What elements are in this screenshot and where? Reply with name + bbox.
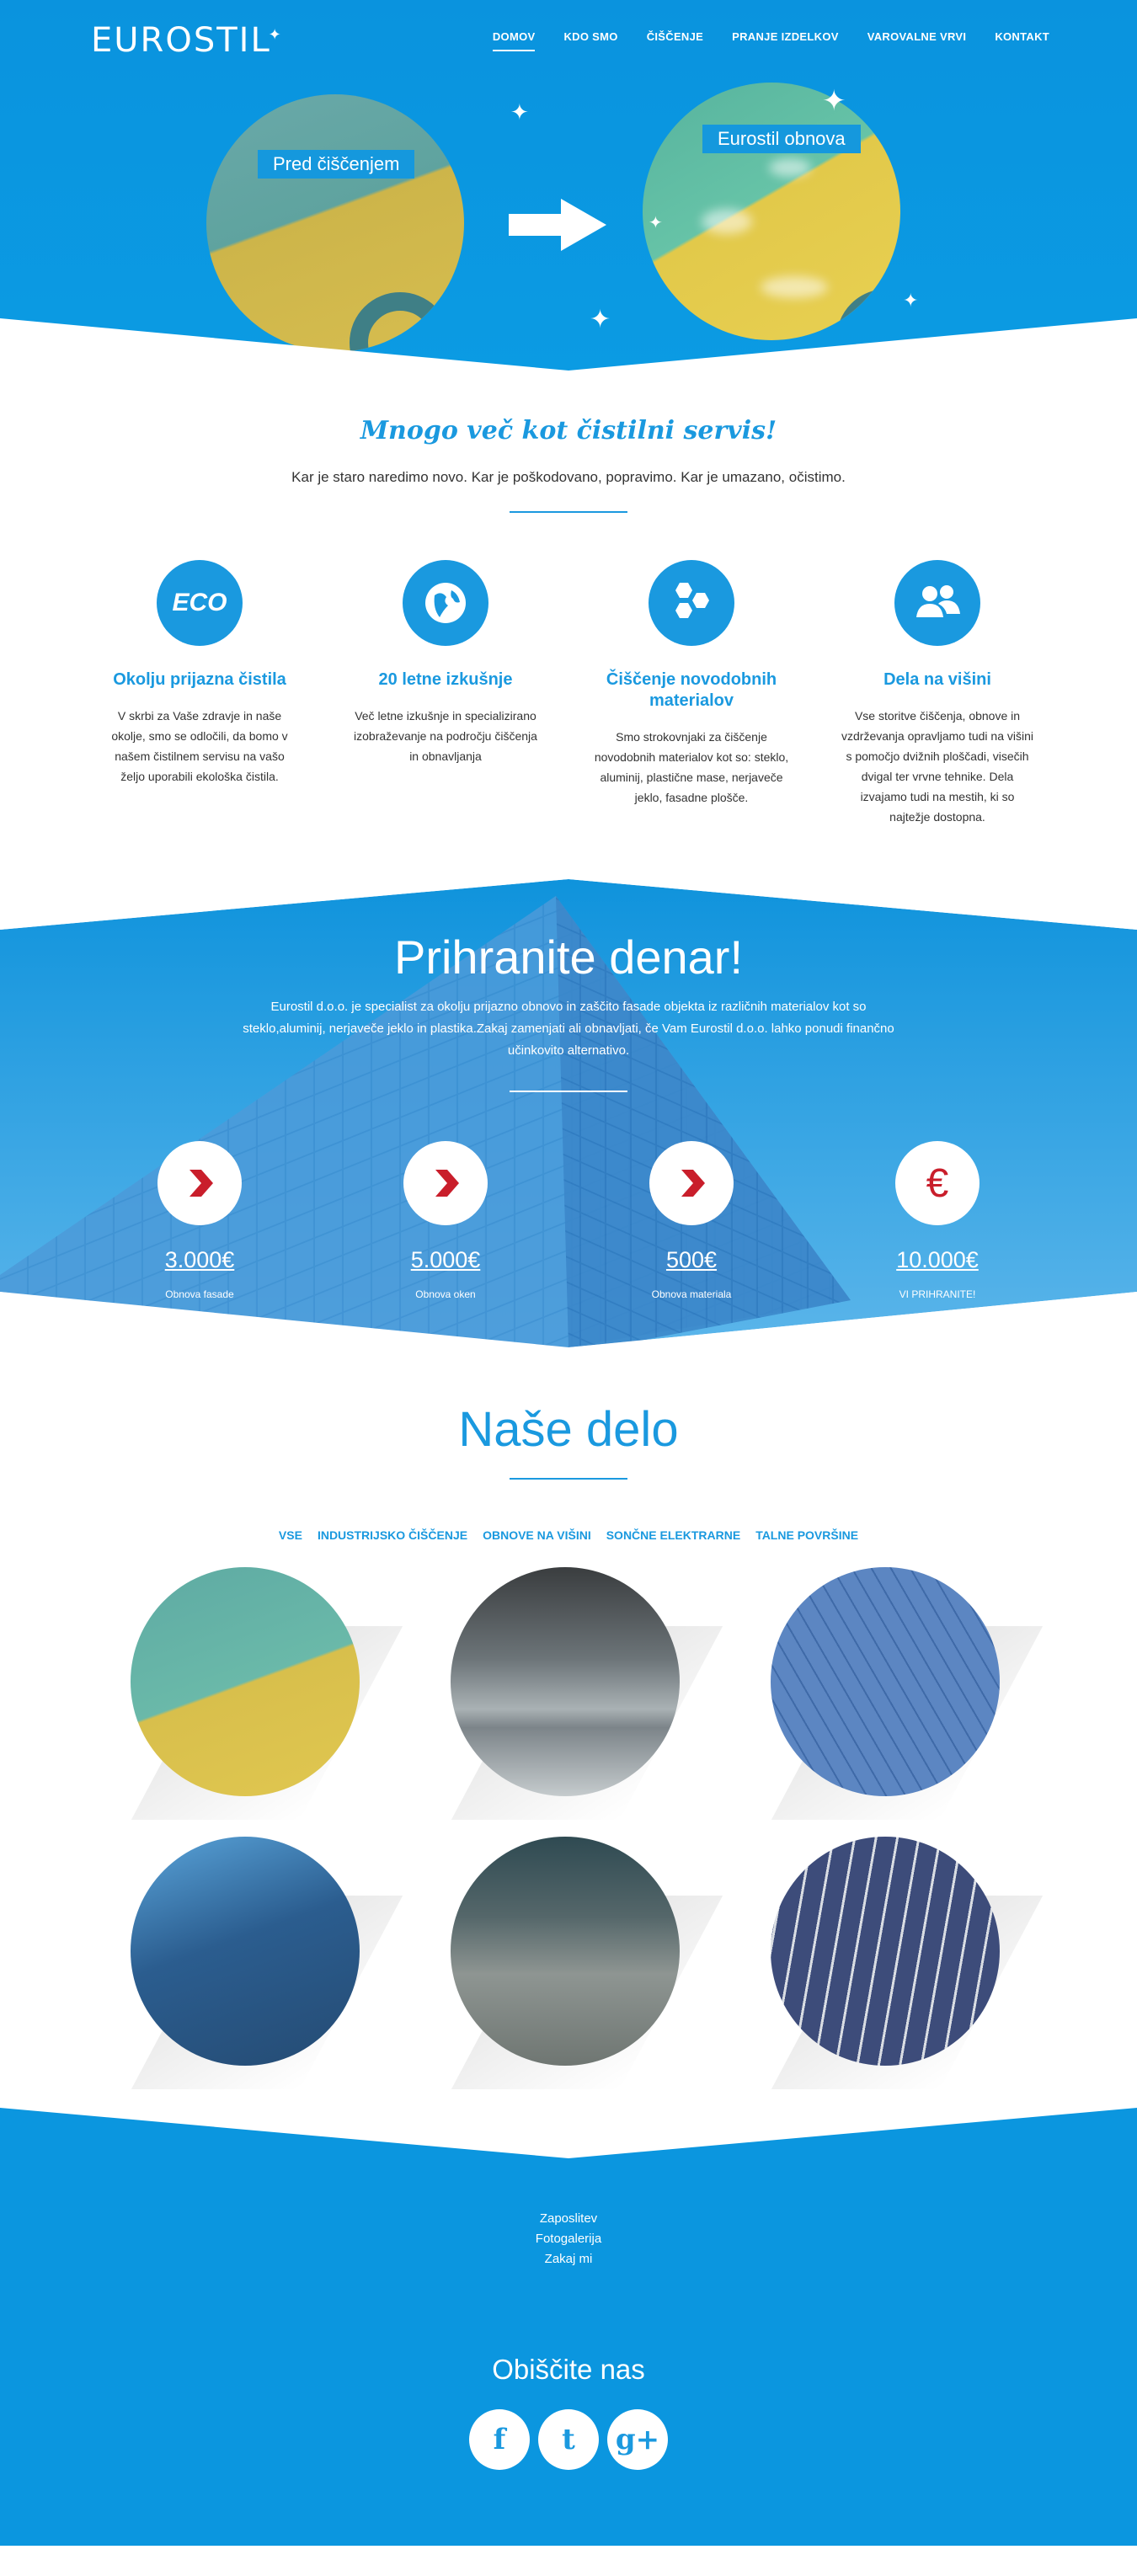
portfolio-item[interactable] — [408, 1567, 729, 1796]
menu-item-4[interactable]: VAROVALNE VRVI — [867, 30, 967, 43]
savings-stat-2 — [568, 1141, 814, 1300]
solar-panels-photo — [771, 1837, 1000, 2066]
savings-text: Eurostil d.o.o. je specialist za okolju prijazno obnovo in zaščito fasade objekta iz različnih materialov kot so steklo,aluminij, nerjaveče jeklo in plastika.Zakaj zamenjati ali obnavljati, če Vam Eurostil d.o.o. lahko ponudi finančno učinkovito alternativo. — [243, 1000, 894, 1058]
stat-label: Obnova fasade — [165, 1288, 234, 1300]
stat-value: 500€ — [665, 1247, 718, 1272]
intro-section — [0, 371, 1137, 827]
sparkle-icon: ✦ — [649, 214, 663, 232]
menu-item-1[interactable]: KDO SMO — [563, 30, 618, 43]
stat-value: 3.000€ — [164, 1247, 235, 1272]
feature-title: Dela na višini — [883, 670, 991, 689]
sparkle-icon: ✦ — [268, 26, 283, 44]
intro-title: Mnogo več kot čistilni servis! — [360, 416, 777, 445]
portfolio-item[interactable] — [88, 1567, 408, 1796]
google-plus-icon[interactable]: g+ — [607, 2409, 668, 2470]
menu-item-3[interactable]: PRANJE IZDELKOV — [732, 30, 839, 43]
footer-link-2[interactable]: Zakaj mi — [544, 2252, 593, 2266]
sparkle-icon: ✦ — [590, 306, 611, 333]
filter-4[interactable]: TALNE POVRŠINE — [755, 1528, 859, 1542]
menu-item-2[interactable]: ČIŠČENJE — [646, 30, 704, 43]
sparkle-icon: ✦ — [903, 290, 919, 311]
portfolio-item[interactable] — [408, 1837, 729, 2066]
portfolio-item[interactable] — [88, 1837, 408, 2066]
savings-stat-0 — [77, 1141, 323, 1300]
eco-icon: ECO — [157, 560, 243, 646]
savings-stat-3 — [814, 1141, 1060, 1300]
feature-text: Smo strokovnjaki za čiščenje novodobnih materialov kot so: steklo, aluminij, plastične mase, nerjaveče jeklo, fasadne plošče. — [594, 730, 789, 804]
menu-item-0[interactable]: DOMOV — [493, 30, 536, 51]
feature-title: Čiščenje novodobnih materialov — [606, 670, 777, 710]
filter-0[interactable]: VSE — [278, 1528, 302, 1542]
portfolio-grid — [88, 1567, 1049, 2066]
portfolio-filters — [0, 1528, 1137, 1542]
menu-item-5[interactable]: KONTAKT — [995, 30, 1049, 43]
window-frame-photo — [451, 1567, 680, 1796]
stat-value: 10.000€ — [896, 1247, 979, 1272]
hero-section — [0, 0, 1137, 371]
filter-1[interactable]: INDUSTRIJSKO ČIŠČENJE — [317, 1528, 468, 1542]
divider — [510, 1478, 627, 1480]
chevron-right-icon — [403, 1141, 488, 1225]
glass-facade-crane-photo — [131, 1837, 360, 2066]
glass-dome-climbers-photo — [771, 1567, 1000, 1796]
chevron-right-icon — [157, 1141, 242, 1225]
portfolio-section — [0, 1351, 1137, 2066]
filter-2[interactable]: OBNOVE NA VIŠINI — [483, 1528, 591, 1542]
globe-icon — [403, 560, 488, 646]
twitter-icon[interactable]: t — [538, 2409, 599, 2470]
sparkle-icon: ✦ — [822, 85, 846, 117]
before-label: Pred čiščenjem — [258, 150, 414, 179]
divider — [510, 1091, 627, 1092]
stat-label: Obnova materiala — [651, 1288, 732, 1300]
footer-link-0[interactable]: Zaposlitev — [539, 2211, 598, 2226]
portfolio-item[interactable] — [729, 1567, 1049, 1796]
portfolio-item[interactable] — [729, 1837, 1049, 2066]
stat-value: 5.000€ — [410, 1247, 481, 1272]
sparkle-icon: ✦ — [510, 99, 529, 125]
hero-bottom-edge — [0, 0, 1137, 371]
intro-subtitle: Kar je staro naredimo novo. Kar je poškodovano, popravimo. Kar je umazano, očistimo. — [291, 469, 846, 485]
feature-text: Vse storitve čiščenja, obnove in vzdrževanja opravljamo tudi na višini s pomočjo dvižnih ploščadi, visečih dvigal ter vrvne tehnike. Dela izvajamo tudi na mestih, ki so najtežje dostopna. — [841, 709, 1033, 824]
savings-section — [0, 879, 1137, 1351]
feature-1 — [323, 560, 568, 827]
feature-2 — [568, 560, 814, 827]
stat-label: VI PRIHRANITE! — [899, 1288, 976, 1300]
feature-title: Okolju prijazna čistila — [113, 670, 286, 689]
chevron-right-icon — [649, 1141, 734, 1225]
after-label: Eurostil obnova — [702, 125, 861, 153]
divider — [510, 511, 627, 513]
social-links — [0, 2409, 1137, 2470]
visit-us-title: Obiščite nas — [492, 2354, 645, 2385]
feature-3 — [814, 560, 1060, 827]
feature-0 — [77, 560, 323, 827]
savings-stats — [0, 1141, 1137, 1300]
footer-link-1[interactable]: Fotogalerija — [535, 2232, 602, 2246]
filter-3[interactable]: SONČNE ELEKTRARNE — [606, 1528, 741, 1542]
hexagons-icon — [649, 560, 734, 646]
portfolio-title: Naše delo — [458, 1402, 679, 1457]
floor-coating-photo — [131, 1567, 360, 1796]
euro-icon: € — [895, 1141, 980, 1225]
feature-title: 20 letne izkušnje — [378, 670, 513, 689]
facebook-icon[interactable]: f — [469, 2409, 530, 2470]
savings-title: Prihranite denar! — [393, 931, 743, 984]
industrial-hall-floor-photo — [451, 1837, 680, 2066]
logo-text: EUROSTIL — [91, 21, 271, 60]
footer — [0, 2108, 1137, 2546]
features-row — [0, 560, 1137, 827]
feature-text: V skrbi za Vaše zdravje in naše okolje, smo se odločili, da bomo v našem čistilnem servisu na vašo željo uporabili ekološka čistila. — [111, 709, 288, 783]
footer-links — [0, 2108, 1137, 2269]
savings-stat-1 — [323, 1141, 568, 1300]
feature-text: Več letne izkušnje in specializirano izobraževanje na področju čiščenja in obnavljanja — [354, 709, 537, 763]
stat-label: Obnova oken — [415, 1288, 476, 1300]
users-icon — [894, 560, 980, 646]
